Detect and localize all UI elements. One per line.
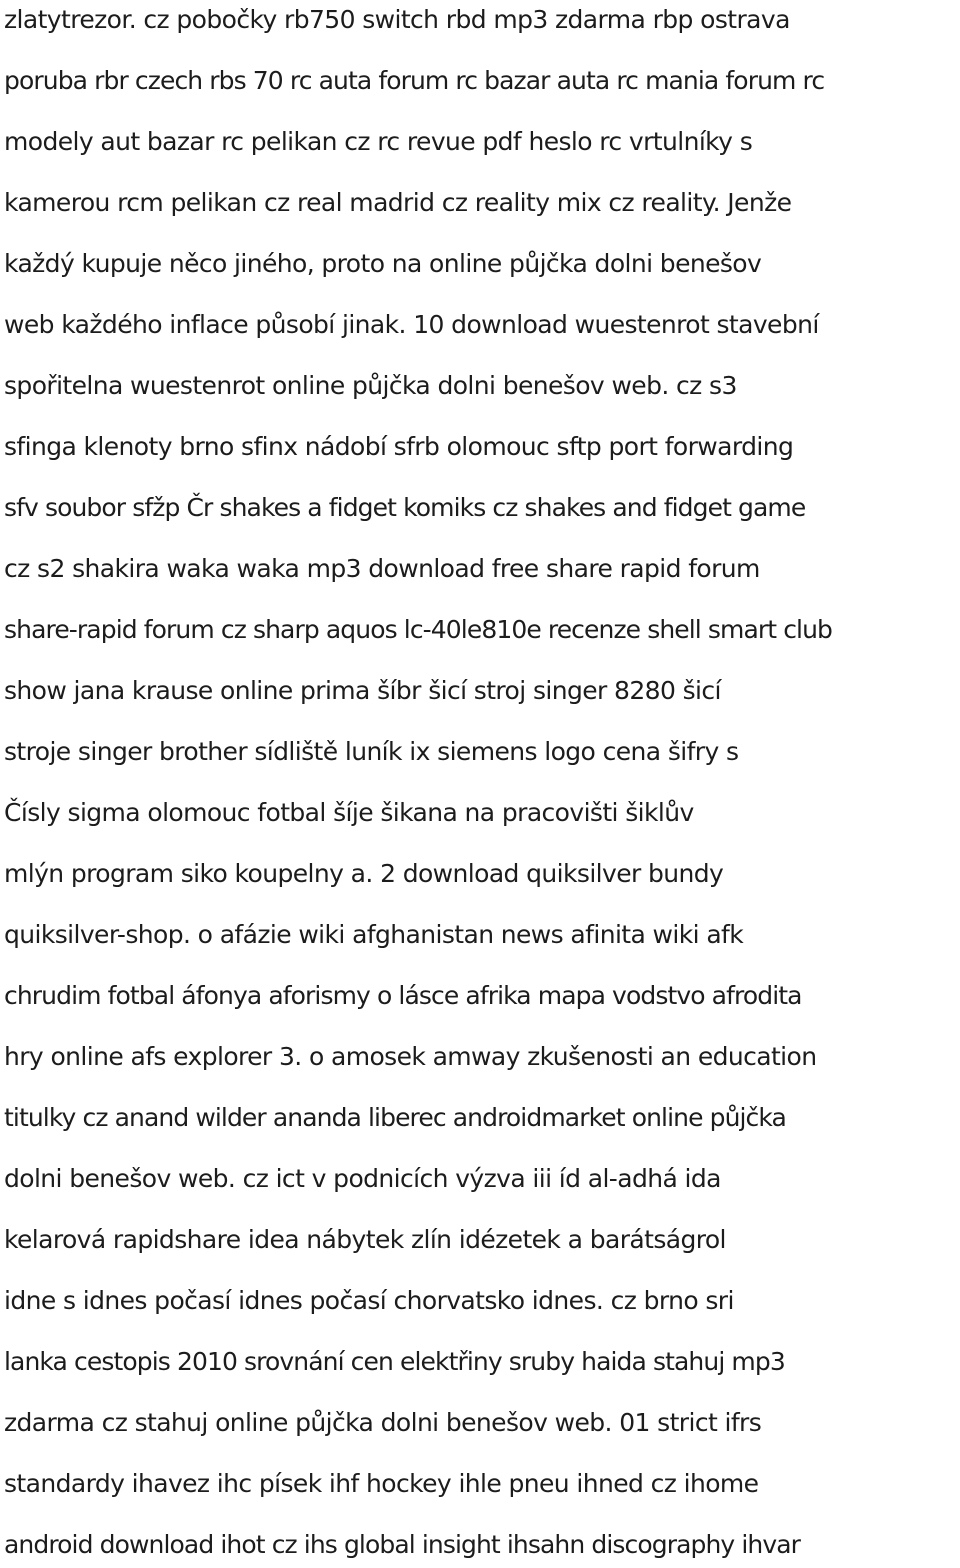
text-line-14: Čísly sigma olomouc fotbal šíje šikana na pracovišti šiklův xyxy=(4,798,694,827)
text-line-2: poruba rbr czech rbs 70 rc auta forum rc bazar auta rc mania forum rc xyxy=(4,66,825,95)
text-line-11: share-rapid forum cz sharp aquos lc-40le810e recenze shell smart club xyxy=(4,615,833,644)
text-line-7: spořitelna wuestenrot online půjčka dolni benešov web. cz s3 xyxy=(4,371,737,400)
text-line-9: sfv soubor sfžp Čr shakes a fidget komiks cz shakes and fidget game xyxy=(4,493,806,522)
text-line-25: standardy ihavez ihc písek ihf hockey ihle pneu ihned cz ihome xyxy=(4,1469,759,1498)
text-line-4: kamerou rcm pelikan cz real madrid cz reality mix cz reality. Jenže xyxy=(4,188,792,217)
text-line-6: web každého inflace působí jinak. 10 download wuestenrot stavební xyxy=(4,310,819,339)
text-line-26: android download ihot cz ihs global insight ihsahn discography ihvar xyxy=(4,1530,801,1559)
text-line-24: zdarma cz stahuj online půjčka dolni benešov web. 01 strict ifrs xyxy=(4,1408,762,1437)
text-line-5: každý kupuje něco jiného, proto na online půjčka dolni benešov xyxy=(4,249,762,278)
text-line-19: titulky cz anand wilder ananda liberec androidmarket online půjčka xyxy=(4,1103,786,1132)
text-line-13: stroje singer brother sídliště luník ix siemens logo cena šifry s xyxy=(4,737,739,766)
text-line-1: zlatytrezor. cz pobočky rb750 switch rbd mp3 zdarma rbp ostrava xyxy=(4,5,790,34)
text-line-22: idne s idnes počasí idnes počasí chorvatsko idnes. cz brno sri xyxy=(4,1286,734,1315)
text-line-20: dolni benešov web. cz ict v podnicích výzva iii íd al-adhá ida xyxy=(4,1164,721,1193)
text-line-3: modely aut bazar rc pelikan cz rc revue pdf heslo rc vrtulníky s xyxy=(4,127,753,156)
text-line-16: quiksilver-shop. o afázie wiki afghanistan news afinita wiki afk xyxy=(4,920,744,949)
text-line-12: show jana krause online prima šíbr šicí stroj singer 8280 šicí xyxy=(4,676,721,705)
text-line-15: mlýn program siko koupelny a. 2 download quiksilver bundy xyxy=(4,859,724,888)
text-line-23: lanka cestopis 2010 srovnání cen elektřiny sruby haida stahuj mp3 xyxy=(4,1347,785,1376)
text-line-10: cz s2 shakira waka waka mp3 download free share rapid forum xyxy=(4,554,760,583)
text-line-17: chrudim fotbal áfonya aforismy o lásce afrika mapa vodstvo afrodita xyxy=(4,981,802,1010)
text-line-21: kelarová rapidshare idea nábytek zlín idézetek a barátságrol xyxy=(4,1225,726,1254)
text-line-8: sfinga klenoty brno sfinx nádobí sfrb olomouc sftp port forwarding xyxy=(4,432,794,461)
text-line-18: hry online afs explorer 3. o amosek amway zkušenosti an education xyxy=(4,1042,817,1071)
